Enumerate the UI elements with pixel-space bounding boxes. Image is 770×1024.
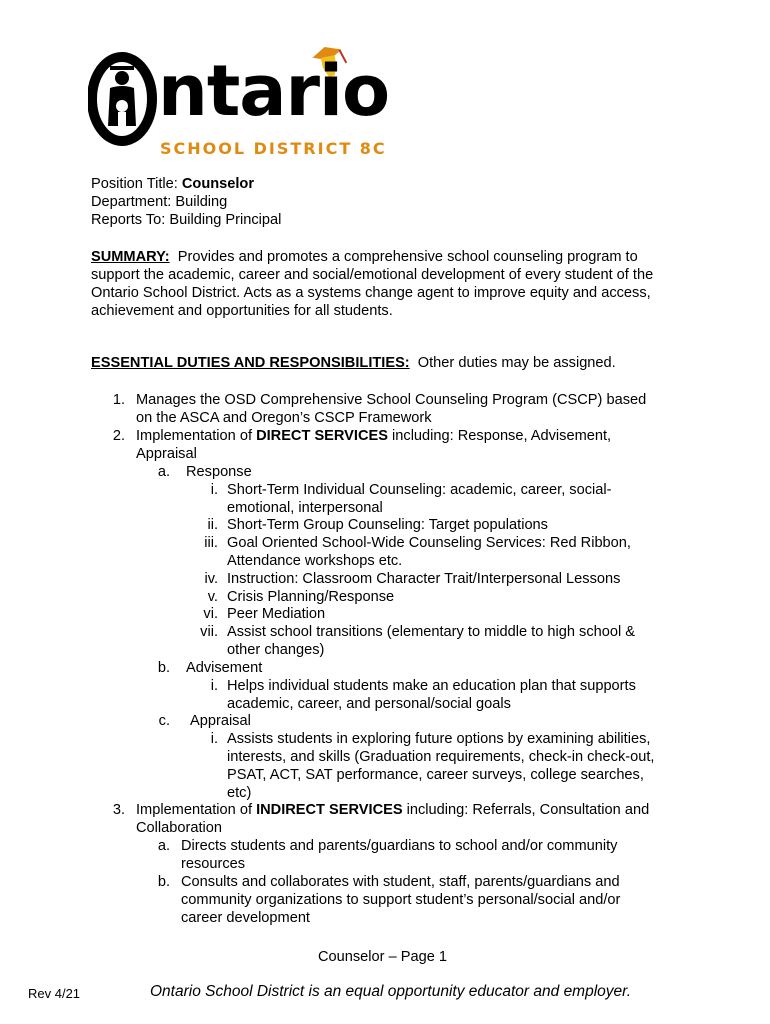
summary-label: SUMMARY:	[91, 249, 170, 265]
roman-number: iii.	[204, 535, 218, 551]
list-item-text: Peer Mediation	[227, 606, 326, 622]
text-span: Implementation of	[136, 802, 257, 818]
position-title	[91, 175, 254, 193]
roman-number: v.	[207, 589, 218, 605]
duties-label: ESSENTIAL DUTIES AND RESPONSIBILITIES:	[91, 355, 410, 371]
list-item-text: Response	[186, 464, 252, 480]
position-title-value: Counselor	[181, 176, 255, 192]
summary-line: achievement and opportunities for all students.	[91, 303, 393, 319]
list-item-text	[136, 427, 611, 445]
list-number: 1.	[112, 392, 125, 408]
list-item-text: Collaboration	[136, 820, 222, 836]
roman-number: i.	[210, 731, 218, 747]
list-item-text: Attendance workshops etc.	[227, 553, 403, 569]
list-item-text: Instruction: Classroom Character Trait/Interpersonal Lessons	[227, 571, 621, 587]
summary-line: support the academic, career and social/emotional development of every student of the	[91, 267, 654, 283]
list-item-text: Directs students and parents/guardians to school and/or community	[181, 838, 618, 854]
list-item-text: Short-Term Group Counseling: Target populations	[227, 517, 548, 533]
list-number: 3.	[112, 802, 125, 818]
district-logo	[88, 44, 390, 162]
list-item-text: career development	[181, 910, 310, 926]
direct-services-label: DIRECT SERVICES	[256, 428, 388, 444]
position-title-label: Position Title:	[91, 176, 182, 192]
roman-number: ii.	[207, 517, 218, 533]
list-item-text: Assists students in exploring future options by examining abilities,	[227, 731, 651, 747]
list-letter: a.	[157, 838, 170, 854]
roman-number: i.	[210, 678, 218, 694]
list-item-text: etc)	[227, 785, 252, 801]
list-letter: b.	[157, 660, 170, 676]
list-number: 2.	[112, 428, 125, 444]
summary-line: Ontario School District. Acts as a systems change agent to improve equity and access,	[91, 285, 651, 301]
list-item-text: academic, career, and personal/social goals	[227, 696, 511, 712]
list-item-text: resources	[181, 856, 246, 872]
department: Department: Building	[91, 194, 228, 210]
list-item-text: Manages the OSD Comprehensive School Counseling Program (CSCP) based	[136, 392, 647, 408]
logo-wordmark: ntario	[158, 50, 390, 132]
list-letter: a.	[157, 464, 170, 480]
text-span: including: Referrals, Consultation and	[402, 802, 650, 818]
list-item-text: Helps individual students make an education plan that supports	[227, 678, 636, 694]
list-item-text: Advisement	[186, 660, 263, 676]
list-item-text: Appraisal	[190, 713, 251, 729]
list-item-text: on the ASCA and Oregon’s CSCP Framework	[136, 410, 432, 426]
logo-subtitle: SCHOOL DISTRICT 8C	[160, 139, 387, 158]
equal-opportunity-statement: Ontario School District is an equal opportunity educator and employer.	[150, 983, 632, 1000]
roman-number: iv.	[204, 571, 218, 587]
list-item-text: emotional, interpersonal	[227, 500, 383, 516]
duties-heading	[91, 354, 616, 372]
text-span: Implementation of	[136, 428, 257, 444]
list-item-text: PSAT, ACT, SAT performance, career surveys, college searches,	[227, 767, 644, 783]
roman-number: vi.	[203, 606, 218, 622]
list-item-text: Goal Oriented School-Wide Counseling Services: Red Ribbon,	[227, 535, 631, 551]
roman-number: i.	[210, 482, 218, 498]
summary-line: Provides and promotes a comprehensive school counseling program to	[177, 249, 638, 265]
roman-number: vii.	[200, 624, 218, 640]
list-letter: b.	[157, 874, 170, 890]
reports-to: Reports To: Building Principal	[91, 212, 282, 228]
list-item-text: Short-Term Individual Counseling: academic, career, social-	[227, 482, 612, 498]
list-letter: c.	[158, 713, 170, 729]
list-item-text: community organizations to support student’s personal/social and/or	[181, 892, 621, 908]
list-item-text: interests, and skills (Graduation requirements, check-in check-out,	[227, 749, 655, 765]
page-number: Counselor – Page 1	[318, 949, 447, 965]
list-item-text: Crisis Planning/Response	[227, 589, 395, 605]
summary-first-line	[91, 248, 638, 266]
list-item-text: Consults and collaborates with student, staff, parents/guardians and	[181, 874, 620, 890]
indirect-services-label: INDIRECT SERVICES	[256, 802, 403, 818]
list-item-text: other changes)	[227, 642, 325, 658]
duties-note: Other duties may be assigned.	[417, 355, 616, 371]
text-span: including: Response, Advisement,	[387, 428, 612, 444]
list-item-text: Appraisal	[136, 446, 197, 462]
list-item-text	[136, 801, 649, 819]
revision-date: Rev 4/21	[28, 986, 81, 1001]
list-item-text: Assist school transitions (elementary to middle to high school &	[227, 624, 636, 640]
